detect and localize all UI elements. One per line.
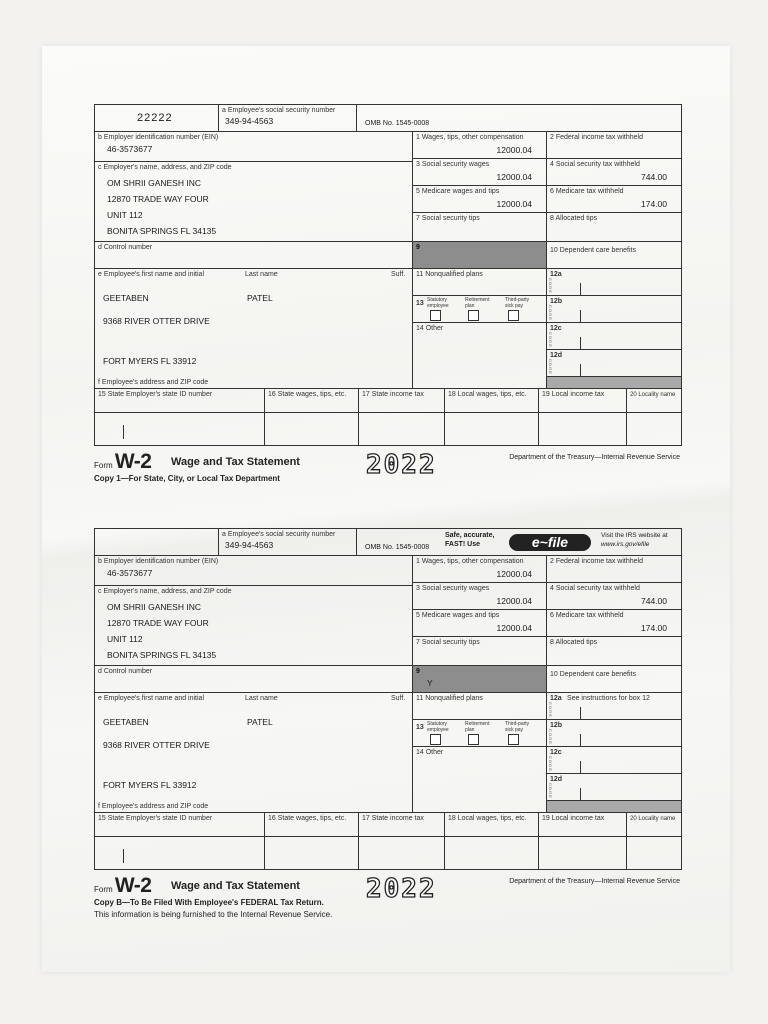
box-11	[413, 269, 547, 296]
box-20-label: 20 Locality name	[630, 816, 676, 822]
box-1	[413, 556, 547, 583]
box-e-label: e Employee's first name and initial	[98, 271, 204, 278]
w2-footer	[94, 870, 682, 920]
third-party-sick-pay-checkbox[interactable]	[508, 310, 519, 321]
box-11-label: 11 Nonqualified plans	[416, 271, 483, 278]
box-4	[547, 583, 681, 610]
box-6	[547, 610, 681, 637]
box-a	[219, 105, 357, 132]
employee-city: FORT MYERS FL 33912	[103, 780, 197, 790]
box-12b-label: 12b	[550, 722, 563, 729]
box-a-label: a Employee's social security number	[222, 531, 336, 538]
state-row-1-box15[interactable]	[95, 413, 265, 445]
omb-area	[357, 529, 681, 556]
box-12d-label: 12d	[550, 776, 563, 783]
box-c-label: c Employer's name, address, and ZIP code	[98, 164, 232, 171]
employee-first-name: GEETABEN	[103, 293, 149, 303]
copy-designation: Copy 1—For State, City, or Local Tax Department	[94, 474, 280, 483]
form-label	[94, 874, 151, 898]
box-b-label: b Employer identification number (EIN)	[98, 558, 219, 565]
box-9-label: 9	[416, 244, 420, 251]
box-12c-code-label: C O D E	[548, 332, 553, 347]
state-row-1-box17[interactable]	[359, 413, 445, 445]
box-e-label: e Employee's first name and initial	[98, 695, 204, 702]
box-5-label: 5 Medicare wages and tips	[416, 188, 500, 195]
box-d	[95, 666, 413, 693]
box-d	[95, 242, 413, 269]
box-13-label: 13	[416, 724, 424, 731]
box-9	[413, 666, 547, 693]
state-divider	[123, 849, 124, 863]
box-8-label: 8 Allocated tips	[550, 215, 598, 222]
box-12b-code-label: C O D E	[548, 305, 553, 320]
box-12b-divider	[580, 734, 581, 746]
statutory-employee-checkbox[interactable]	[430, 310, 441, 321]
box-3	[413, 159, 547, 186]
box-1-label: 1 Wages, tips, other compensation	[416, 134, 524, 141]
box-1-value: 12000.04	[496, 569, 532, 579]
box-19	[539, 813, 627, 837]
box-12b-code-label: C O D E	[548, 729, 553, 744]
box-9	[413, 242, 547, 269]
box-10	[547, 666, 681, 693]
box-19-label: 19 Local income tax	[542, 391, 605, 398]
box-3-label: 3 Social security wages	[416, 161, 490, 168]
box-20	[627, 813, 681, 837]
employee-street: 9368 RIVER OTTER DRIVE	[103, 740, 210, 750]
form-title: Wage and Tax Statement	[171, 880, 300, 892]
void-box	[95, 529, 219, 556]
box-12d-divider	[580, 364, 581, 376]
box-19	[539, 389, 627, 413]
box-5-value: 12000.04	[496, 623, 532, 633]
box-b	[95, 556, 413, 586]
box-12c-label: 12c	[550, 325, 562, 332]
box-12a-divider	[580, 707, 581, 719]
box-17-label: 17 State income tax	[362, 391, 424, 398]
box-3-value: 12000.04	[496, 172, 532, 182]
box-15	[95, 813, 265, 837]
tax-year: 2022	[366, 450, 437, 480]
box-2-label: 2 Federal income tax withheld	[550, 134, 643, 141]
box-5-value: 12000.04	[496, 199, 532, 209]
irs-department: Department of the Treasury—Internal Revenue Service	[509, 454, 680, 461]
box-6-label: 6 Medicare tax withheld	[550, 188, 624, 195]
statutory-employee-checkbox[interactable]	[430, 734, 441, 745]
box-8	[547, 637, 681, 666]
state-row-1-box16[interactable]	[265, 413, 359, 445]
box-7	[413, 213, 547, 242]
box-12-shade	[547, 801, 681, 813]
state-row-1-box17[interactable]	[359, 837, 445, 869]
box-6	[547, 186, 681, 213]
box-12c	[547, 747, 681, 774]
box-16-label: 16 State wages, tips, etc.	[268, 391, 347, 398]
employer-ein: 46-3573677	[107, 144, 153, 154]
box-9-label: 9	[416, 668, 420, 675]
box-20	[627, 389, 681, 413]
box-1	[413, 132, 547, 159]
box-12a-label: 12a	[550, 695, 562, 702]
box-15	[95, 389, 265, 413]
box-14-label: 14 Other	[416, 749, 444, 756]
box-11	[413, 693, 547, 720]
w2-copy-b	[94, 528, 682, 920]
omb-area	[357, 105, 681, 132]
form-word: Form	[94, 461, 113, 470]
box-15-label: 15 State Employer's state ID number	[98, 391, 213, 398]
box-18-label: 18 Local wages, tips, etc.	[448, 815, 527, 822]
box-c-label: c Employer's name, address, and ZIP code	[98, 588, 232, 595]
employer-name: OM SHRII GANESH INC	[107, 178, 201, 188]
box-17	[359, 389, 445, 413]
state-row-1-box20[interactable]	[627, 837, 681, 869]
box-12b-divider	[580, 310, 581, 322]
omb-number: OMB No. 1545-0008	[365, 120, 430, 127]
state-row-1-box15[interactable]	[95, 837, 265, 869]
w2-grid	[94, 528, 682, 870]
box-a-label: a Employee's social security number	[222, 107, 336, 114]
box-a	[219, 529, 357, 556]
third-party-sick-pay-label: Third-party sick pay	[505, 297, 530, 309]
box-12c-label: 12c	[550, 749, 562, 756]
box-15-label: 15 State Employer's state ID number	[98, 815, 213, 822]
box-13	[413, 720, 547, 747]
box-12a-code-label: C O D E	[548, 278, 553, 293]
box-4-value: 744.00	[641, 172, 667, 182]
box-3-value: 12000.04	[496, 596, 532, 606]
employee-last-name: PATEL	[247, 717, 273, 727]
box-12d-code-label: C O D E	[548, 783, 553, 798]
last-name-label: Last name	[245, 271, 278, 278]
statutory-employee-label: Statutory employee	[427, 721, 449, 733]
box-12b	[547, 720, 681, 747]
box-2	[547, 132, 681, 159]
box-17-label: 17 State income tax	[362, 815, 424, 822]
box-12d	[547, 774, 681, 801]
retirement-plan-label: Retirement plan	[465, 721, 490, 733]
box-12d-code-label: C O D E	[548, 359, 553, 374]
box-d-label: d Control number	[98, 244, 153, 251]
void-box	[95, 105, 219, 132]
box-18	[445, 813, 539, 837]
suffix-label: Suff.	[391, 695, 406, 702]
box-b-label: b Employer identification number (EIN)	[98, 134, 219, 141]
state-row-1-box16[interactable]	[265, 837, 359, 869]
retirement-plan-label: Retirement plan	[465, 297, 490, 309]
state-row-1-box20[interactable]	[627, 413, 681, 445]
suffix-label: Suff.	[391, 271, 406, 278]
box-20-label: 20 Locality name	[630, 392, 676, 398]
box-2-label: 2 Federal income tax withheld	[550, 558, 643, 565]
box-14-label: 14 Other	[416, 325, 444, 332]
box-6-value: 174.00	[641, 623, 667, 633]
box-14	[413, 747, 547, 813]
box-6-label: 6 Medicare tax withheld	[550, 612, 624, 619]
box-12-instructions: See instructions for box 12	[567, 695, 650, 702]
box-e-f	[95, 693, 413, 813]
box-c	[95, 586, 413, 666]
box-10-label: 10 Dependent care benefits	[550, 671, 637, 678]
box-4-value: 744.00	[641, 596, 667, 606]
form-name: W-2	[114, 450, 152, 473]
state-row-1-box19[interactable]	[539, 837, 627, 869]
box-13	[413, 296, 547, 323]
box-f-label: f Employee's address and ZIP code	[98, 803, 209, 810]
state-row-1-box19[interactable]	[539, 413, 627, 445]
third-party-sick-pay-label: Third-party sick pay	[505, 721, 530, 733]
state-row-1-box18[interactable]	[445, 837, 539, 869]
box-10	[547, 242, 681, 269]
box-12c	[547, 323, 681, 350]
w2-copy-1	[94, 104, 682, 496]
box-12c-code-label: C O D E	[548, 756, 553, 771]
visit-irs-text: Visit the IRS website at	[601, 532, 668, 539]
box-12b-label: 12b	[550, 298, 563, 305]
box-5	[413, 186, 547, 213]
form-name: W-2	[114, 874, 152, 897]
box-3-label: 3 Social security wages	[416, 585, 490, 592]
efile-badge: e~file	[509, 534, 591, 551]
employer-unit: UNIT 112	[107, 634, 143, 644]
w2-footer	[94, 446, 682, 496]
box-12a-label: 12a	[550, 271, 562, 278]
box-18	[445, 389, 539, 413]
employer-city: BONITA SPRINGS FL 34135	[107, 650, 217, 660]
box-16-label: 16 State wages, tips, etc.	[268, 815, 347, 822]
box-11-label: 11 Nonqualified plans	[416, 695, 483, 702]
irs-url: www.irs.gov/efile	[601, 541, 650, 548]
box-9-value: Y	[427, 678, 433, 688]
box-12d-label: 12d	[550, 352, 563, 359]
employee-ssn: 349-94-4563	[225, 116, 274, 126]
employee-ssn: 349-94-4563	[225, 540, 274, 550]
employee-city: FORT MYERS FL 33912	[103, 356, 197, 366]
third-party-sick-pay-checkbox[interactable]	[508, 734, 519, 745]
box-12b	[547, 296, 681, 323]
fast-use-text: FAST! Use	[445, 541, 481, 548]
box-4-label: 4 Social security tax withheld	[550, 161, 640, 168]
employer-street: 12870 TRADE WAY FOUR	[107, 618, 209, 628]
box-b	[95, 132, 413, 162]
box-c	[95, 162, 413, 242]
employee-last-name: PATEL	[247, 293, 273, 303]
box-e-f	[95, 269, 413, 389]
state-divider	[123, 425, 124, 439]
safe-accurate-text: Safe, accurate,	[445, 532, 495, 539]
box-12d-divider	[580, 788, 581, 800]
form-label	[94, 450, 151, 474]
box-8	[547, 213, 681, 242]
employer-name: OM SHRII GANESH INC	[107, 602, 201, 612]
copy-subtext: This information is being furnished to the Internal Revenue Service.	[94, 910, 333, 919]
statutory-employee-label: Statutory employee	[427, 297, 449, 309]
box-1-label: 1 Wages, tips, other compensation	[416, 558, 524, 565]
box-12a	[547, 693, 681, 720]
employer-city: BONITA SPRINGS FL 34135	[107, 226, 217, 236]
box-10-label: 10 Dependent care benefits	[550, 247, 637, 254]
box-12c-divider	[580, 761, 581, 773]
box-16	[265, 389, 359, 413]
box-d-label: d Control number	[98, 668, 153, 675]
box-12a-code-label: C O D E	[548, 702, 553, 717]
void-code: 22222	[137, 112, 173, 124]
box-12c-divider	[580, 337, 581, 349]
form-title: Wage and Tax Statement	[171, 456, 300, 468]
form-word: Form	[94, 885, 113, 894]
box-4-label: 4 Social security tax withheld	[550, 585, 640, 592]
box-1-value: 12000.04	[496, 145, 532, 155]
copy-designation: Copy B—To Be Filed With Employee's FEDERAL Tax Return.	[94, 898, 324, 907]
last-name-label: Last name	[245, 695, 278, 702]
box-7	[413, 637, 547, 666]
box-3	[413, 583, 547, 610]
box-17	[359, 813, 445, 837]
box-7-label: 7 Social security tips	[416, 639, 480, 646]
box-18-label: 18 Local wages, tips, etc.	[448, 391, 527, 398]
box-2	[547, 556, 681, 583]
box-8-label: 8 Allocated tips	[550, 639, 598, 646]
box-12a-divider	[580, 283, 581, 295]
box-f-label: f Employee's address and ZIP code	[98, 379, 209, 386]
box-12a	[547, 269, 681, 296]
employer-unit: UNIT 112	[107, 210, 143, 220]
state-row-1-box18[interactable]	[445, 413, 539, 445]
box-6-value: 174.00	[641, 199, 667, 209]
w2-grid	[94, 104, 682, 446]
employee-first-name: GEETABEN	[103, 717, 149, 727]
omb-number: OMB No. 1545-0008	[365, 544, 430, 551]
box-12-shade	[547, 377, 681, 389]
box-13-label: 13	[416, 300, 424, 307]
box-4	[547, 159, 681, 186]
tax-year: 2022	[366, 874, 437, 904]
box-16	[265, 813, 359, 837]
employer-ein: 46-3573677	[107, 568, 153, 578]
employer-street: 12870 TRADE WAY FOUR	[107, 194, 209, 204]
box-19-label: 19 Local income tax	[542, 815, 605, 822]
employee-street: 9368 RIVER OTTER DRIVE	[103, 316, 210, 326]
retirement-plan-checkbox[interactable]	[468, 310, 479, 321]
box-7-label: 7 Social security tips	[416, 215, 480, 222]
box-14	[413, 323, 547, 389]
box-5	[413, 610, 547, 637]
retirement-plan-checkbox[interactable]	[468, 734, 479, 745]
irs-department: Department of the Treasury—Internal Revenue Service	[509, 878, 680, 885]
box-12d	[547, 350, 681, 377]
box-5-label: 5 Medicare wages and tips	[416, 612, 500, 619]
